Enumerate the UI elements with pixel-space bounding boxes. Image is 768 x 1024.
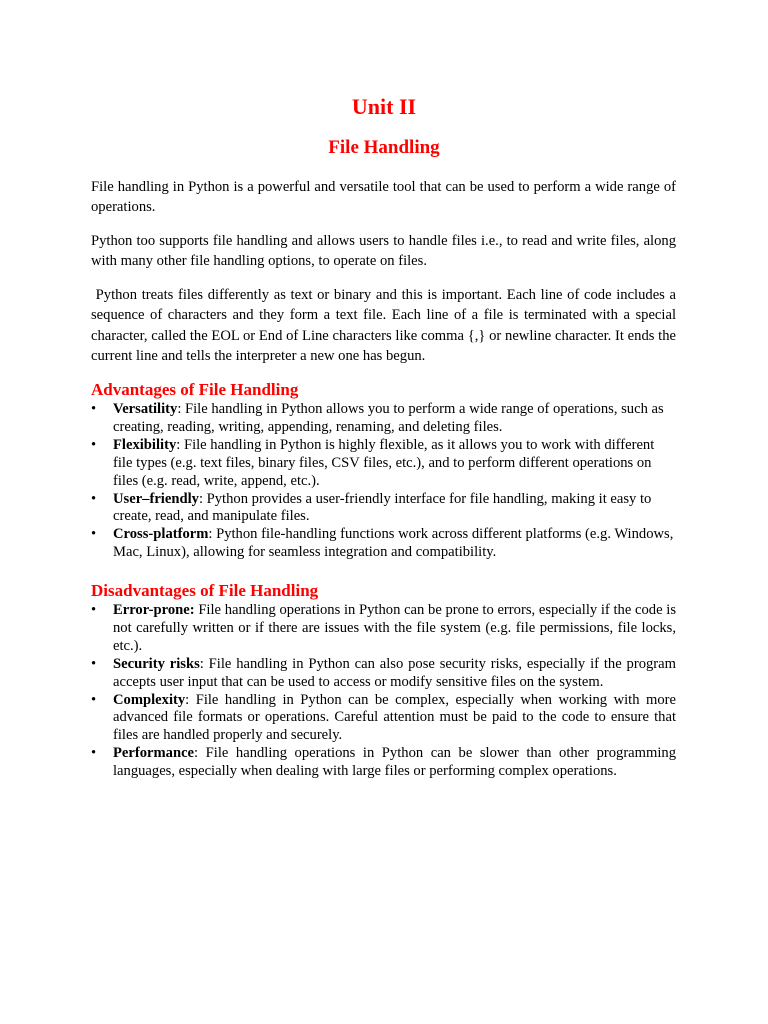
list-item	[91, 656, 676, 692]
unit-title: Unit II	[351, 94, 417, 119]
item-text: File handling in Python can be complex, especially when working with more advanced file formats or operations. Careful attention must be paid to the code to ensure that files are handled properly and securely.	[113, 691, 676, 744]
item-separator: :	[177, 401, 186, 417]
list-item	[91, 437, 676, 491]
item-separator: :	[176, 436, 184, 453]
bullet-icon: •	[91, 602, 97, 618]
bullet-icon: •	[91, 526, 97, 543]
intro-paragraph-2: Python too supports file handling and allows users to handle files i.e., to read and write files, along with many other file handling options, to operate on files.	[91, 233, 676, 270]
item-separator: :	[208, 526, 217, 543]
item-term: Security risks	[113, 655, 200, 672]
item-term: Performance	[113, 745, 195, 762]
list-item	[91, 526, 676, 562]
bullet-icon: •	[91, 745, 97, 762]
page-title: File Handling	[328, 137, 440, 158]
bullet-icon: •	[91, 436, 97, 453]
item-term: User–friendly	[113, 490, 199, 507]
disadvantages-list	[91, 602, 676, 781]
list-item	[91, 745, 676, 781]
item-text: File handling operations in Python can be prone to errors, especially if the code is not carefully written or if there are issues with the file system (e.g. file permissions, file locks, etc.).	[113, 602, 676, 654]
intro-paragraph-1: File handling in Python is a powerful and versatile tool that can be used to perform a wide range of operations.	[91, 179, 676, 216]
bullet-icon: •	[91, 401, 97, 417]
item-text: File handling in Python allows you to perform a wide range of operations, such as creating, reading, writing, appending, renaming, and deleting files.	[113, 401, 664, 435]
list-item	[91, 602, 676, 656]
item-separator: :	[194, 745, 206, 762]
bullet-icon: •	[91, 490, 97, 507]
item-separator: :	[199, 655, 209, 672]
list-item	[91, 692, 676, 746]
item-term: Versatility	[113, 401, 178, 417]
item-separator: :	[185, 691, 196, 708]
disadvantages-heading: Disadvantages of File Handling	[91, 581, 319, 600]
advantages-list	[91, 401, 676, 562]
list-item	[91, 401, 676, 437]
item-text: Python provides a user-friendly interface for file handling, making it easy to create, read, and manipulate files.	[113, 490, 652, 525]
bullet-icon: •	[91, 655, 97, 672]
item-separator: :	[198, 490, 207, 507]
bullet-icon: •	[91, 691, 97, 708]
advantages-heading: Advantages of File Handling	[91, 380, 299, 399]
intro-paragraph-3: Python treats files differently as text or binary and this is important. Each line of code includes a sequence of characters and they form a text file. Each line of a file is terminated with a special character, called the EOL or End of Line characters like comma {,} or newline character. It ends the current line and tells the interpreter a new one has begun.	[91, 287, 680, 365]
list-item	[91, 491, 676, 527]
item-term: Error-prone:	[113, 602, 195, 618]
item-text: File handling operations in Python can be slower than other programming languages, especially when dealing with large files or performing complex operations.	[113, 745, 677, 780]
item-text: File handling in Python is highly flexible, as it allows you to work with different file types (e.g. text files, binary files, CSV files, etc.), and to perform different operations on files (e.g. read, write, append, etc.).	[113, 436, 655, 489]
item-term: Complexity	[113, 691, 186, 708]
item-text: File handling in Python can also pose security risks, especially if the program accepts user input that can be used to access or modify sensitive files on the system.	[113, 655, 676, 690]
item-term: Cross-platform	[113, 526, 209, 543]
item-text: Python file-handling functions work across different platforms (e.g. Windows, Mac, Linux), allowing for seamless integration and compatibility.	[113, 526, 674, 561]
item-term: Flexibility	[113, 436, 177, 453]
